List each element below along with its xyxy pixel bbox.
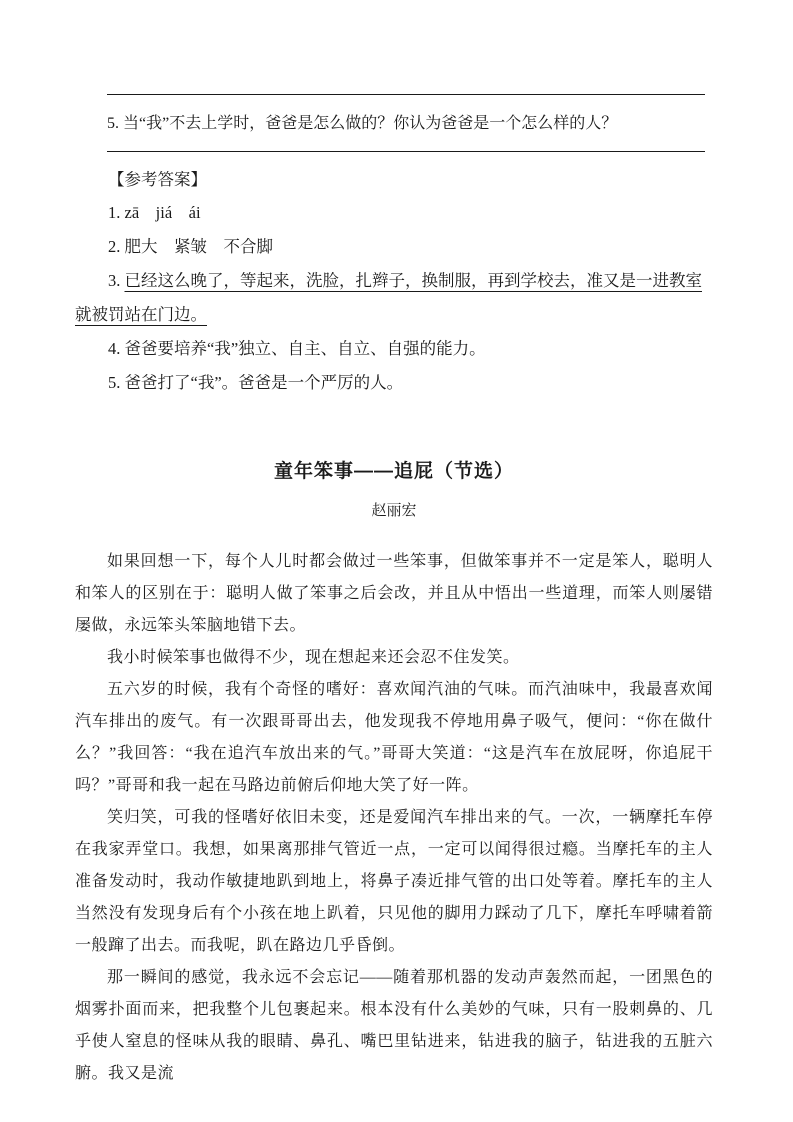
answer-1-text: zā jiá ái — [124, 203, 201, 222]
answer-key-list — [75, 196, 713, 400]
answer-blank-line-bottom — [107, 151, 705, 152]
question-5 — [75, 110, 713, 137]
answer-blank-line-top — [107, 94, 705, 95]
answer-2-text: 肥大 紧皱 不合脚 — [124, 237, 273, 256]
question-number: 5. — [107, 115, 119, 132]
answer-2-number: 2. — [108, 237, 121, 256]
answer-5-text: 爸爸打了“我”。爸爸是一个严厉的人。 — [124, 373, 404, 392]
answer-4-text: 爸爸要培养“我”独立、自主、自立、自强的能力。 — [124, 339, 486, 358]
answer-3-text: 已经这么晚了，等起来，洗脸，扎辫子，换制服，再到学校去，准又是一进教室就被罚站在门边。 — [75, 271, 702, 324]
answer-key-header: 【参考答案】 — [108, 170, 207, 189]
passage-paragraph-2: 我小时候笨事也做得不少，现在想起来还会忍不住发笑。 — [107, 649, 520, 666]
answer-1-number: 1. — [108, 203, 121, 222]
answer-item-5 — [75, 366, 713, 400]
reading-passage-body — [75, 546, 713, 1090]
answer-item-3 — [75, 264, 713, 332]
answer-item-4 — [75, 332, 713, 366]
question-text: 当“我”不去上学时，爸爸是怎么做的？你认为爸爸是一个怎么样的人？ — [123, 115, 618, 132]
answer-4-number: 4. — [108, 339, 121, 358]
answer-3-number: 3. — [108, 271, 121, 290]
answer-item-2 — [75, 230, 713, 264]
passage-paragraph-4: 笑归笑，可我的怪嗜好依旧未变，还是爱闻汽车排出来的气。一次，一辆摩托车停在我家弄堂口。我想，如果离那排气管近一点，一定可以闻得很过瘾。当摩托车的主人准备发动时，我动作敏捷地趴到地上，将鼻子凑近排气管的出口处等着。摩托车的主人当然没有发现身后有个小孩在地上趴着，只见他的脚用力踩动了几下，摩托车呼啸着箭一般蹿了出去。而我呢，趴在路边几乎昏倒。 — [75, 809, 713, 954]
reading-passage-author: 赵丽宏 — [371, 503, 417, 519]
passage-paragraph-5: 那一瞬间的感觉，我永远不会忘记——随着那机器的发动声轰然而起，一团黑色的烟雾扑面而来，把我整个儿包裹起来。根本没有什么美妙的气味，只有一股刺鼻的、几乎使人窒息的怪味从我的眼睛、鼻孔、嘴巴里钻进来，钻进我的脑子，钻进我的五脏六腑。我又是流 — [75, 969, 713, 1082]
answer-5-number: 5. — [108, 373, 121, 392]
passage-paragraph-1: 如果回想一下，每个人儿时都会做过一些笨事，但做笨事并不一定是笨人，聪明人和笨人的区别在于：聪明人做了笨事之后会改，并且从中悟出一些道理，而笨人则屡错屡做，永远笨头笨脑地错下去。 — [75, 553, 713, 634]
passage-paragraph-3: 五六岁的时候，我有个奇怪的嗜好：喜欢闻汽油的气味。而汽油味中，我最喜欢闻汽车排出的废气。有一次跟哥哥出去，他发现我不停地用鼻子吸气，便问：“你在做什么？”我回答：“我在追汽车放出来的气。”哥哥大笑道：“这是汽车在放屁呀，你追屁干吗？”哥哥和我一起在马路边前俯后仰地大笑了好一阵。 — [75, 681, 713, 794]
reading-passage-title: 童年笨事——追屁（节选） — [273, 461, 514, 482]
answer-item-1 — [75, 196, 713, 230]
